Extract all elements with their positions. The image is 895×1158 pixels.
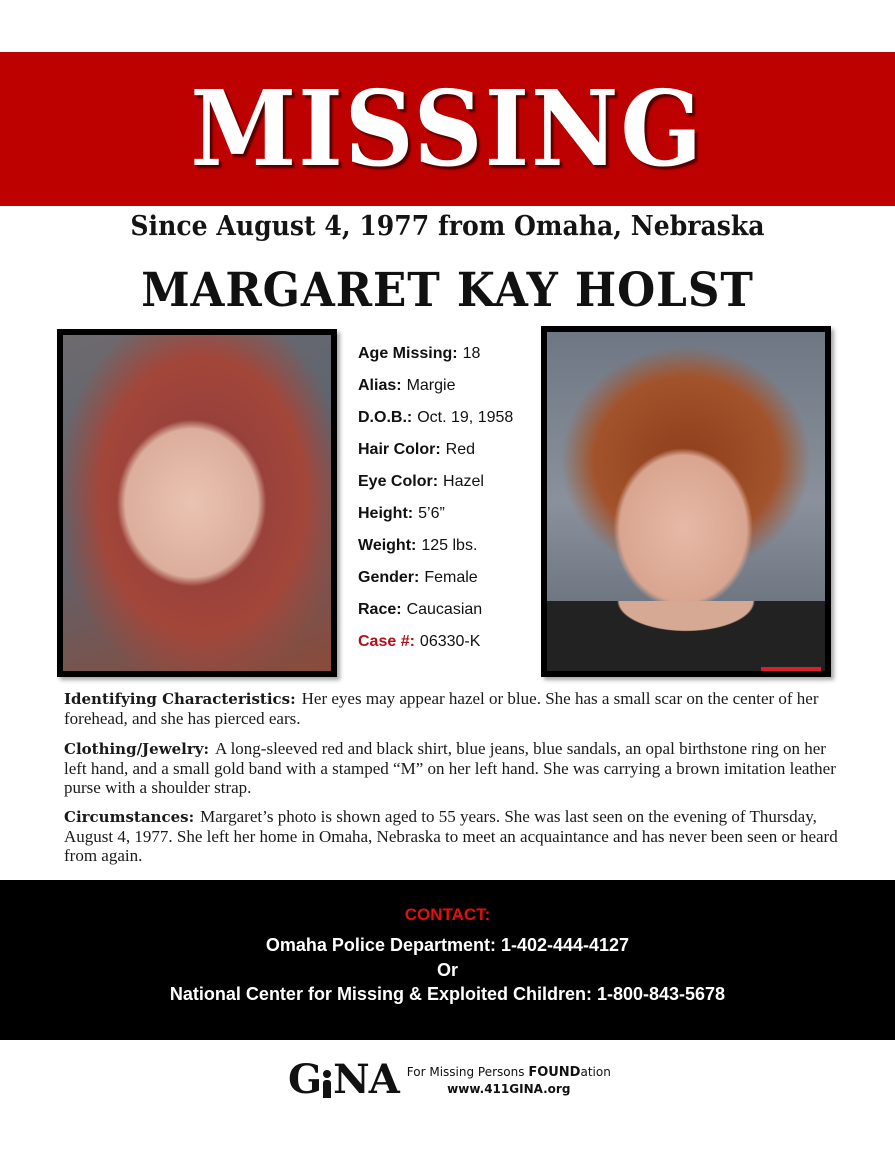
gina-footer — [288, 1058, 628, 1102]
gina-tagline-block — [407, 1064, 611, 1097]
identifying-characteristics: Identifying Characteristics: Her eyes may appear hazel or blue. She has a small scar on the center of her forehead, and she has pierced ears. — [64, 689, 819, 728]
fact-height: Height: 5’6” — [358, 505, 445, 522]
contact-or: Or — [436, 960, 458, 980]
contact-omaha-police: Omaha Police Department: 1-402-444-4127 — [265, 935, 630, 955]
fact-gender: Gender: Female — [358, 569, 478, 586]
fact-weight: Weight: 125 lbs. — [358, 537, 478, 554]
gina-tagline: For Missing Persons FOUNDation — [406, 1064, 611, 1080]
person-name: MARGARET KAY HOLST — [141, 263, 754, 318]
fact-alias: Alias: Margie — [358, 377, 456, 394]
watermark-bar — [761, 667, 821, 671]
age-progressed-photo — [541, 326, 831, 677]
person-icon — [322, 1070, 332, 1098]
fact-dob: D.O.B.: Oct. 19, 1958 — [358, 409, 514, 426]
fact-eye-color: Eye Color: Hazel — [358, 473, 484, 490]
contact-box — [0, 880, 895, 1040]
missing-since-subtitle: Since August 4, 1977 from Omaha, Nebraska — [130, 211, 765, 242]
ncmec-watermark-icon — [785, 651, 819, 667]
gina-logo: G NA — [288, 1056, 399, 1103]
fact-age-missing: Age Missing: 18 — [358, 345, 481, 362]
missing-banner — [0, 52, 895, 206]
fact-case-number: Case #: 06330-K — [358, 633, 481, 650]
clothing-jewelry: Clothing/Jewelry: A long-sleeved red and black shirt, blue jeans, blue sandals, an opal birthstone ring on her left hand, and a small gold band with a stamped “M” on her left hand. She was carrying a brown imitation leather purse with a shoulder strap. — [64, 739, 836, 797]
facts-list — [358, 340, 538, 660]
missing-title: MISSING — [190, 67, 705, 190]
fact-race: Race: Caucasian — [358, 601, 483, 618]
photo-shirt-area — [547, 601, 825, 671]
gina-url[interactable]: www.411GINA.org — [447, 1081, 571, 1096]
contact-title: CONTACT: — [404, 905, 491, 924]
contact-ncmec: National Center for Missing & Exploited Children: 1-800-843-5678 — [169, 984, 726, 1004]
circumstances: Circumstances: Margaret’s photo is shown aged to 55 years. She was last seen on the evening of Thursday, August 4, 1977. She left her home in Omaha, Nebraska to meet an acquaintance and has never been seen or heard from again. — [64, 807, 838, 865]
photo-at-disappearance — [57, 329, 337, 677]
fact-hair-color: Hair Color: Red — [358, 441, 476, 458]
